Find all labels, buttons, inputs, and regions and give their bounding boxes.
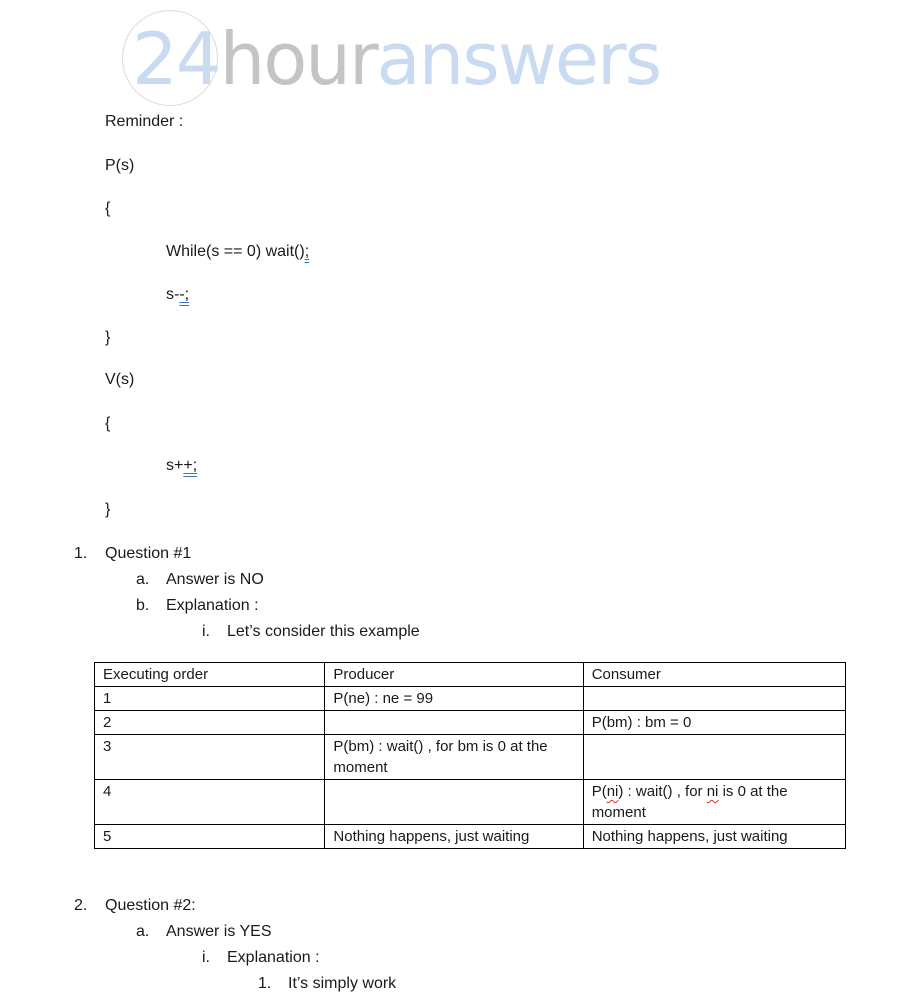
logo-word-hour: hour <box>219 17 377 101</box>
q2-title: Question #2: <box>105 897 196 914</box>
q1-number: 1. <box>74 545 88 562</box>
table-row <box>95 735 846 780</box>
cell-consumer <box>583 735 845 780</box>
v-increment-text: s+ <box>166 457 184 474</box>
q2-n1-marker: 1. <box>258 975 272 992</box>
cell-producer: Nothing happens, just waiting <box>325 825 583 849</box>
q1-a-marker: a. <box>136 571 150 588</box>
header-consumer: Consumer <box>583 663 845 687</box>
q2-number: 2. <box>74 897 88 914</box>
p-close-brace: } <box>105 329 111 346</box>
consumer-text-mid: ) : wait() , for <box>618 783 707 800</box>
reminder-title: Reminder : <box>105 113 184 130</box>
p-signature: P(s) <box>105 157 135 174</box>
logo <box>132 14 660 104</box>
consumer-ni-2: ni <box>706 783 719 800</box>
cell-producer: P(bm) : wait() , for bm is 0 at the moment <box>325 735 583 780</box>
q2-a-text: Answer is YES <box>166 923 272 940</box>
p-open-brace: { <box>105 200 111 217</box>
cell-consumer <box>583 687 845 711</box>
p-while-line <box>166 242 309 262</box>
q1-i-marker: i. <box>202 623 210 640</box>
v-increment-mark: +; <box>183 457 198 474</box>
p-while-semicolon: ; <box>304 243 310 260</box>
table-row <box>95 780 846 825</box>
q1-title: Question #1 <box>105 545 192 562</box>
header-executing-order: Executing order <box>95 663 325 687</box>
consumer-text-post: is 0 at the moment <box>591 783 788 821</box>
q1-b-marker: b. <box>136 597 150 614</box>
q2-n1-text: It’s simply work <box>288 975 397 992</box>
cell-consumer <box>583 780 845 825</box>
p-decrement-line <box>166 285 189 305</box>
p-decrement-text: s- <box>166 286 180 303</box>
q1-i-text: Let’s consider this example <box>227 623 420 640</box>
table-header-row <box>95 663 846 687</box>
cell-consumer: Nothing happens, just waiting <box>583 825 845 849</box>
consumer-ni-1: ni <box>606 783 619 800</box>
v-close-brace: } <box>105 501 111 518</box>
q1-b-text: Explanation : <box>166 597 259 614</box>
cell-producer: P(ne) : ne = 99 <box>325 687 583 711</box>
table-row <box>95 687 846 711</box>
table-row <box>95 825 846 849</box>
cell-order: 1 <box>95 687 325 711</box>
cell-consumer: P(bm) : bm = 0 <box>583 711 845 735</box>
p-while-text: While(s == 0) wait() <box>166 243 305 260</box>
logo-word-answers: answers <box>376 17 661 101</box>
q2-a-marker: a. <box>136 923 150 940</box>
p-decrement-mark: -; <box>179 286 190 303</box>
q1-a-text: Answer is NO <box>166 571 264 588</box>
cell-order: 5 <box>95 825 325 849</box>
cell-order: 2 <box>95 711 325 735</box>
cell-order: 3 <box>95 735 325 780</box>
q2-i-text: Explanation : <box>227 949 320 966</box>
cell-producer <box>325 711 583 735</box>
v-open-brace: { <box>105 415 111 432</box>
consumer-text-pre: P( <box>591 783 607 800</box>
cell-order: 4 <box>95 780 325 825</box>
v-signature: V(s) <box>105 371 135 388</box>
header-producer: Producer <box>325 663 583 687</box>
execution-table <box>94 662 846 849</box>
v-increment-line <box>166 456 197 476</box>
table-row <box>95 711 846 735</box>
q2-i-marker: i. <box>202 949 210 966</box>
cell-producer <box>325 780 583 825</box>
logo-number: 24 <box>132 17 220 101</box>
